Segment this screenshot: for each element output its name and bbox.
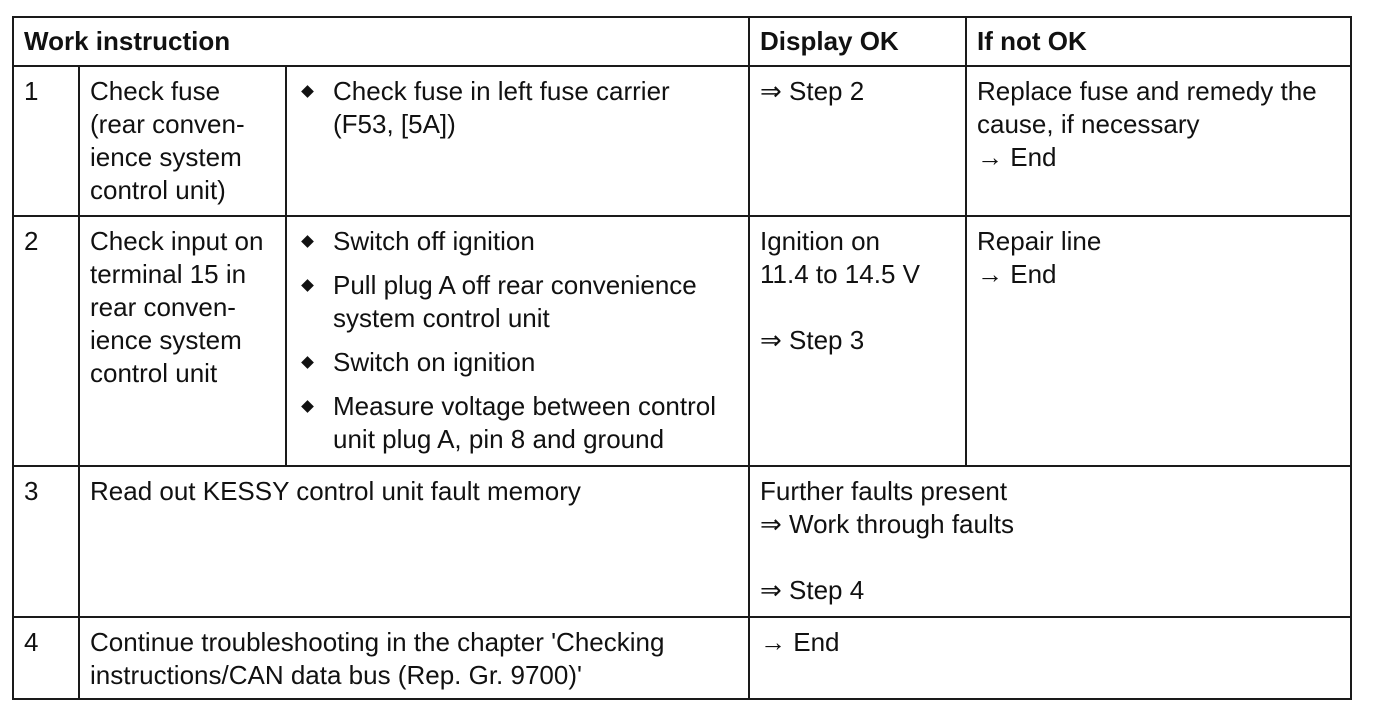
header-row	[13, 17, 1351, 66]
header-work-instruction: Work instruction	[13, 17, 749, 66]
display-ok-cell	[749, 216, 966, 466]
bullet-diamond-icon	[301, 400, 314, 413]
step-number: 3	[13, 466, 79, 617]
step-number: 2	[13, 216, 79, 466]
action-item	[297, 390, 738, 456]
table-row	[13, 216, 1351, 466]
action-text: Switch on ignition	[333, 347, 536, 377]
action-text: Pull plug A off rear convenience system control unit	[333, 270, 697, 333]
step-title: Check fuse (rear conven- ience system control unit)	[79, 66, 286, 216]
step-number: 1	[13, 66, 79, 216]
step-title: Check input on terminal 15 in rear conven- ience system control unit	[79, 216, 286, 466]
display-line: 11.4 to 14.5 V	[760, 259, 920, 289]
table-row	[13, 466, 1351, 617]
display-ok-cell	[749, 466, 1351, 617]
display-line: ⇒ Step 3	[760, 325, 865, 355]
step-actions	[286, 66, 749, 216]
display-line: ⇒ Work through faults	[760, 509, 1014, 539]
work-instruction-table	[12, 16, 1352, 700]
header-if-not-ok: If not OK	[966, 17, 1351, 66]
action-text: Measure voltage between control unit plug A, pin 8 and ground	[333, 391, 717, 454]
display-ok-cell: ⇒ Step 2	[749, 66, 966, 216]
table-row	[13, 617, 1351, 699]
action-text: Switch off ignition	[333, 226, 535, 256]
step-instruction: Continue troubleshooting in the chapter 'Checking instructions/CAN data bus (Rep. Gr. 9700)'	[79, 617, 749, 699]
bullet-diamond-icon	[301, 235, 314, 248]
display-line: ⇒ Step 4	[760, 575, 865, 605]
action-item	[297, 225, 738, 258]
step-number: 4	[13, 617, 79, 699]
spacer	[760, 541, 1340, 574]
action-text: Check fuse in left fuse carrier (F53, [5A])	[333, 76, 670, 139]
if-not-ok-cell: Repair line → End	[966, 216, 1351, 466]
step-instruction: Read out KESSY control unit fault memory	[79, 466, 749, 617]
if-not-ok-cell: Replace fuse and remedy the cause, if necessary → End	[966, 66, 1351, 216]
table-row	[13, 66, 1351, 216]
action-item	[297, 269, 738, 335]
action-item	[297, 346, 738, 379]
header-display-ok: Display OK	[749, 17, 966, 66]
spacer	[760, 291, 955, 324]
bullet-diamond-icon	[301, 279, 314, 292]
display-line: Further faults present	[760, 476, 1008, 506]
bullet-diamond-icon	[301, 85, 314, 98]
display-ok-cell: → End	[749, 617, 1351, 699]
display-line: Ignition on	[760, 226, 880, 256]
step-actions	[286, 216, 749, 466]
action-item	[297, 75, 738, 141]
bullet-diamond-icon	[301, 356, 314, 369]
